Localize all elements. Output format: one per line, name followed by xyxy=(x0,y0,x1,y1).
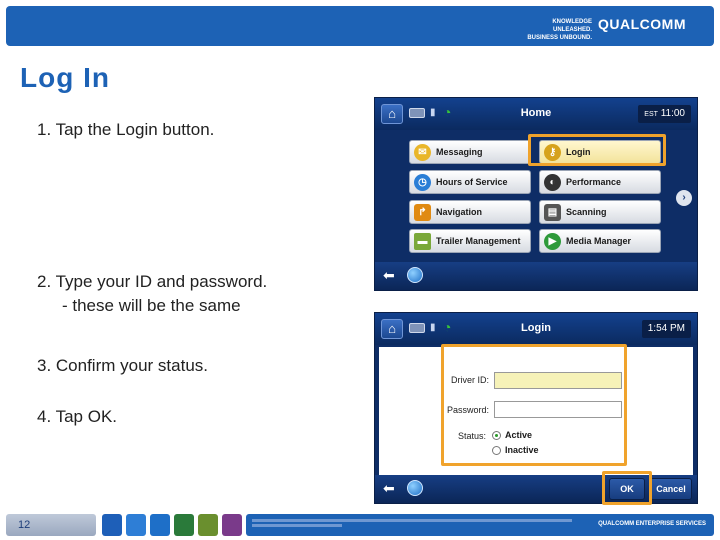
footer-swatch-4 xyxy=(174,514,194,536)
status-inactive-label: Inactive xyxy=(505,445,539,455)
tagline-line-2: BUSINESS UNBOUND. xyxy=(527,35,592,41)
globe-icon[interactable] xyxy=(407,267,423,283)
footer-swatch-6 xyxy=(222,514,242,536)
hours-of-service-button[interactable] xyxy=(409,170,531,194)
messaging-button[interactable] xyxy=(409,140,531,164)
status-label: Status: xyxy=(457,431,486,441)
slide-title: Log In xyxy=(20,62,110,93)
step-2-subtext: - these will be the same xyxy=(62,296,241,315)
scanning-label: Scanning xyxy=(566,207,607,217)
home-bottombar xyxy=(375,262,697,290)
back-arrow-icon[interactable]: ⬅ xyxy=(383,267,395,283)
step-2-text: 2. Type your ID and password. xyxy=(37,272,268,291)
status-active-label: Active xyxy=(505,430,533,440)
credentials-highlight xyxy=(441,344,627,466)
brand-text: QUALCOMM xyxy=(598,16,686,32)
trailer-icon: ▬ xyxy=(414,233,431,250)
login-statusbar xyxy=(375,313,697,345)
hours-of-service-label: Hours of Service xyxy=(436,177,508,187)
key-icon: ⚷ xyxy=(544,144,561,161)
footer xyxy=(6,514,714,536)
login-time: 1:54 PM xyxy=(642,320,691,338)
signal-icon: ▮ xyxy=(430,322,436,333)
footer-swatch-3 xyxy=(150,514,170,536)
trailer-management-label: Trailer Management xyxy=(436,236,521,246)
password-label: Password: xyxy=(446,405,489,415)
tagline xyxy=(512,18,592,42)
wifi-icon: ◔ xyxy=(443,319,452,335)
page-number-box xyxy=(6,514,96,536)
legal-notice xyxy=(252,517,582,527)
home-time-value: 11:00 xyxy=(660,108,685,119)
scanner-icon: ▤ xyxy=(544,204,561,221)
home-statusbar xyxy=(375,98,697,130)
ok-highlight xyxy=(602,471,652,505)
step-1: 1. Tap the Login button. xyxy=(37,120,215,139)
step-2 xyxy=(37,270,267,318)
home-screen xyxy=(374,97,698,291)
signal-icon: ▮ xyxy=(430,107,436,118)
trailer-management-button[interactable] xyxy=(409,229,531,253)
cancel-button[interactable]: Cancel xyxy=(650,478,692,500)
envelope-icon: ✉ xyxy=(414,144,431,161)
page-number: 12 xyxy=(18,519,31,531)
play-icon: ▶ xyxy=(544,233,561,250)
scanning-button[interactable] xyxy=(539,200,661,224)
home-icon[interactable]: ⌂ xyxy=(381,104,403,124)
navigation-label: Navigation xyxy=(436,207,483,217)
footer-swatch-2 xyxy=(126,514,146,536)
home-time xyxy=(638,105,691,123)
media-manager-label: Media Manager xyxy=(566,236,632,246)
tagline-line-1: KNOWLEDGE UNLEASHED. xyxy=(552,19,592,33)
footer-band xyxy=(246,514,714,536)
wifi-icon: ◔ xyxy=(443,104,452,120)
login-screen-title: Login xyxy=(521,322,551,334)
performance-monitoring-label: Performance xyxy=(566,177,622,187)
globe-icon[interactable] xyxy=(407,480,423,496)
globe-clock-icon: ◷ xyxy=(414,174,431,191)
home-icon[interactable]: ⌂ xyxy=(381,319,403,339)
footer-brand: QUALCOMM ENTERPRISE SERVICES xyxy=(598,521,706,527)
footer-swatch-1 xyxy=(102,514,122,536)
driver-id-label: Driver ID: xyxy=(451,375,489,385)
arrow-sign-icon: ↱ xyxy=(414,204,431,221)
home-screen-title: Home xyxy=(520,107,552,119)
navigation-button[interactable] xyxy=(409,200,531,224)
back-arrow-icon[interactable]: ⬅ xyxy=(383,480,395,496)
login-label: Login xyxy=(566,147,591,157)
media-manager-button[interactable] xyxy=(539,229,661,253)
qualcomm-logo xyxy=(598,16,686,32)
ok-button[interactable]: OK xyxy=(609,478,645,500)
messaging-label: Messaging xyxy=(436,147,483,157)
home-time-zone: EST xyxy=(644,111,658,118)
performance-monitoring-button[interactable] xyxy=(539,170,661,194)
gauge-icon: ◐ xyxy=(544,174,561,191)
login-highlight xyxy=(528,134,666,166)
step-4: 4. Tap OK. xyxy=(37,407,118,426)
step-3: 3. Confirm your status. xyxy=(37,356,209,375)
next-page-icon[interactable]: › xyxy=(676,190,692,206)
footer-swatch-5 xyxy=(198,514,218,536)
